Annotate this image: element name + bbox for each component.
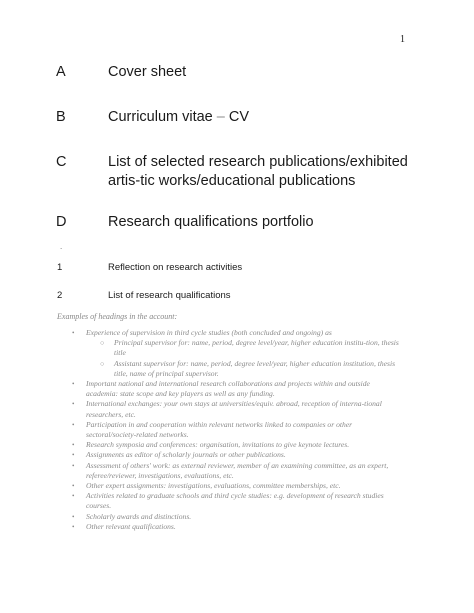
bullet-icon: •	[72, 461, 75, 470]
bullet-icon: •	[72, 492, 75, 501]
section-title: Research qualifications portfolio	[108, 214, 314, 230]
list-item-text: Assignments as editor of scholarly journals or other publications.	[86, 450, 286, 460]
list-item	[72, 420, 402, 440]
list-item-text: Research symposia and conferences: organisation, invitations to give keynote lectures.	[86, 440, 350, 450]
list-item-text: Other expert assignments: investigations, evaluations, committee memberships, etc.	[86, 481, 341, 491]
list-item-text: Other relevant qualifications.	[86, 521, 176, 531]
list-item	[72, 450, 402, 460]
sub-list-item-text: Assistant supervisor for: name, period, degree level/year, higher education institution, thesis title, name of principal supervisor.	[114, 358, 396, 378]
page-number: 1	[400, 34, 405, 45]
list-item	[72, 399, 402, 419]
list-item-text: Important national and international research collaborations and projects within and outside academia: state scope and key players as well as any funding.	[86, 379, 370, 399]
section-letter: C	[56, 154, 67, 170]
section-title: Cover sheet	[108, 64, 187, 80]
bullet-icon: •	[72, 420, 75, 429]
list-item	[72, 491, 402, 511]
list-item	[72, 379, 402, 399]
bullet-icon: •	[72, 400, 75, 409]
list-item-text: Scholarly awards and distinctions.	[86, 511, 192, 521]
subsection-label: List of research qualifications	[108, 290, 231, 301]
circle-bullet-icon: ○	[100, 359, 105, 368]
section-letter: B	[56, 109, 66, 125]
bullet-icon: •	[72, 451, 75, 460]
bullet-icon: •	[72, 380, 75, 389]
bullet-icon: •	[72, 482, 75, 491]
bullet-icon: •	[72, 441, 75, 450]
sub-list-item	[100, 359, 402, 379]
dash: –	[216, 109, 225, 125]
list-item-text: Activities related to graduate schools and third cycle studies: e.g. development of research studies courses.	[86, 491, 384, 511]
examples-heading: Examples of headings in the account:	[57, 312, 178, 321]
list-item-text: Participation in and cooperation within relevant networks linked to companies or other sectoral/society-related networks.	[86, 419, 353, 440]
list-item	[72, 440, 402, 450]
list-item	[72, 522, 402, 532]
list-item	[72, 512, 402, 522]
bullet-icon: •	[72, 512, 75, 521]
list-item-text: International exchanges: your own stays at universities/equiv. abroad, reception of interna-tional researchers, etc.	[86, 399, 382, 419]
section-letter: D	[56, 214, 67, 230]
separator-dot: .	[60, 242, 63, 251]
section-letter: A	[56, 64, 66, 80]
list-item-text: Assessment of others' work: as external reviewer, member of an examining committee, as an expert, referee/reviewer, investigations, evaluations, etc.	[86, 460, 389, 480]
bullet-icon: •	[72, 329, 75, 337]
list-item	[72, 461, 402, 481]
section-title	[108, 108, 428, 127]
section-title-suffix: CV	[228, 109, 250, 125]
circle-bullet-icon: ○	[100, 339, 105, 348]
list-item	[72, 328, 402, 379]
subsection-number: 2	[57, 290, 63, 301]
section-title: List of selected research publications/exhibited artis-tic works/educational publications	[108, 154, 408, 189]
list-item-text: Experience of supervision in third cycle studies (both concluded and ongoing) as	[86, 328, 332, 337]
list-item	[72, 481, 402, 491]
examples-list	[72, 328, 402, 532]
sub-list	[86, 338, 402, 379]
section-title-main: Curriculum vitae	[108, 109, 213, 125]
sub-list-item	[100, 338, 402, 358]
sub-list-item-text: Principal supervisor for: name, period, degree level/year, higher education institu-tion, thesis title	[114, 338, 399, 358]
subsection-number: 1	[57, 262, 63, 273]
subsection-label: Reflection on research activities	[108, 262, 243, 273]
bullet-icon: •	[72, 522, 75, 531]
